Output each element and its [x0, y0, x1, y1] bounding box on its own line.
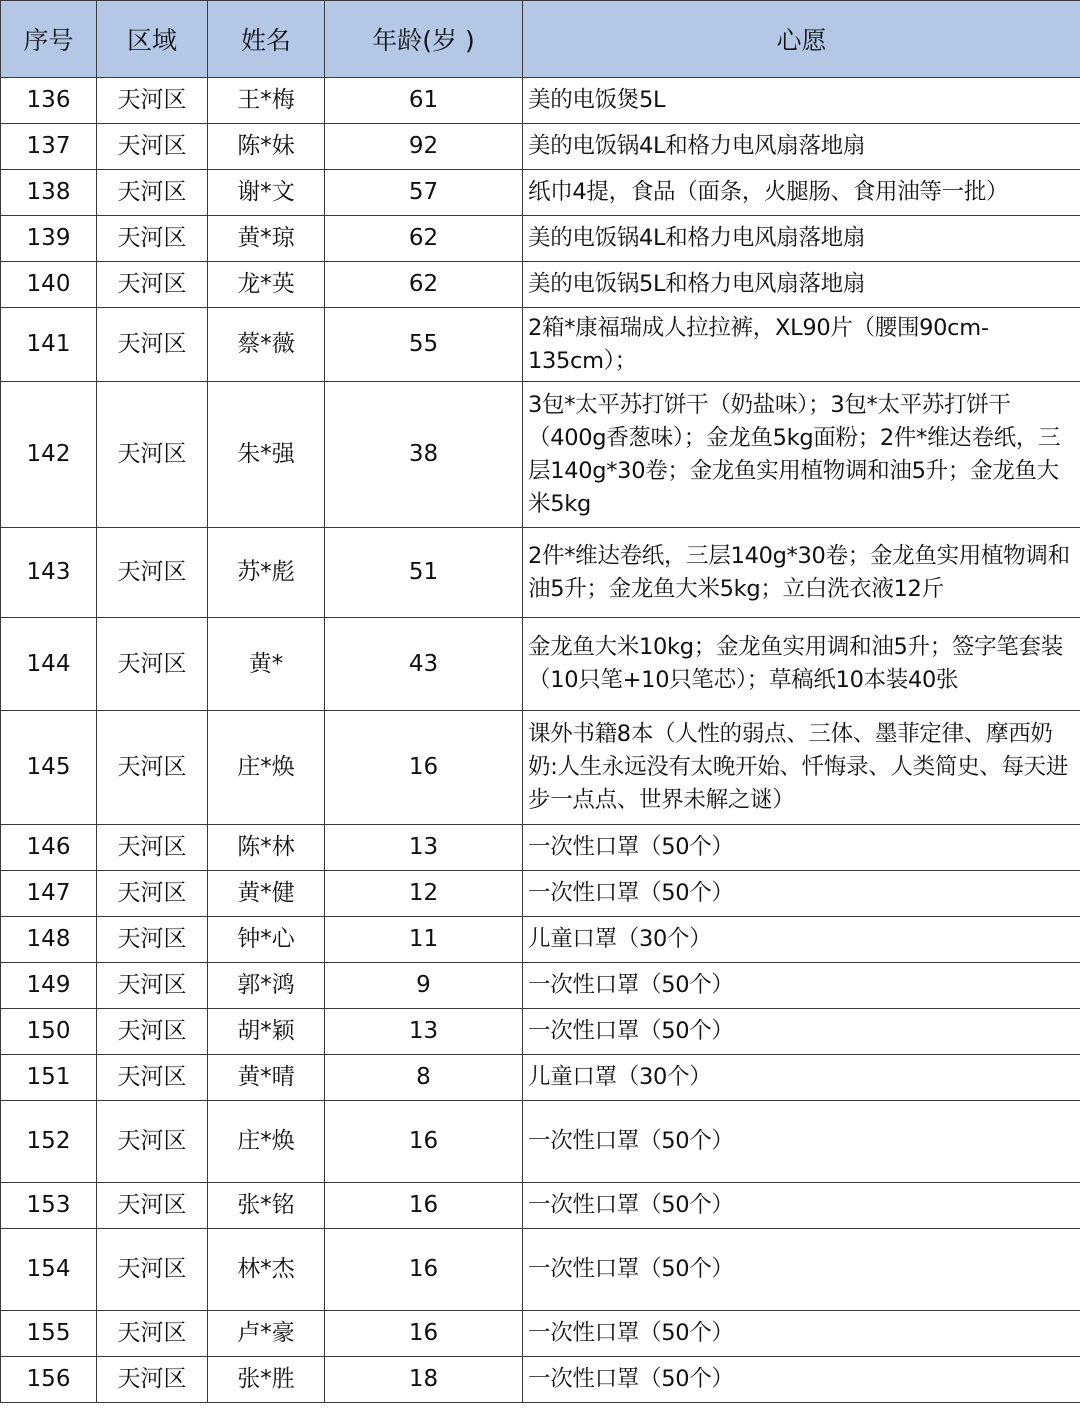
cell-age: 51 — [325, 528, 523, 618]
cell-wish: 美的电饭锅4L和格力电风扇落地扇 — [523, 124, 1080, 170]
cell-no: 140 — [1, 262, 97, 308]
cell-age: 9 — [325, 963, 523, 1009]
cell-area: 天河区 — [97, 871, 208, 917]
cell-no: 136 — [1, 78, 97, 124]
table-row — [1, 825, 1080, 871]
cell-name: 林*杰 — [208, 1229, 325, 1311]
cell-no: 142 — [1, 382, 97, 528]
cell-name: 黄*琼 — [208, 216, 325, 262]
cell-area: 天河区 — [97, 308, 208, 382]
cell-name: 庄*焕 — [208, 1101, 325, 1183]
cell-wish: 儿童口罩（30个） — [523, 917, 1080, 963]
cell-area: 天河区 — [97, 1357, 208, 1403]
header-no: 序号 — [1, 1, 97, 78]
cell-age: 13 — [325, 1009, 523, 1055]
table-row — [1, 124, 1080, 170]
cell-no: 141 — [1, 308, 97, 382]
cell-age: 62 — [325, 262, 523, 308]
cell-wish: 2件*维达卷纸，三层140g*30卷；金龙鱼实用植物调和油5升；金龙鱼大米5kg；立白洗衣液12斤 — [523, 528, 1080, 618]
cell-age: 92 — [325, 124, 523, 170]
cell-no: 145 — [1, 711, 97, 825]
cell-no: 139 — [1, 216, 97, 262]
cell-no: 148 — [1, 917, 97, 963]
table-row — [1, 1229, 1080, 1311]
cell-wish: 一次性口罩（50个） — [523, 825, 1080, 871]
table-row — [1, 1357, 1080, 1403]
cell-area: 天河区 — [97, 1055, 208, 1101]
cell-age: 38 — [325, 382, 523, 528]
cell-area: 天河区 — [97, 963, 208, 1009]
cell-age: 16 — [325, 1101, 523, 1183]
cell-area: 天河区 — [97, 78, 208, 124]
cell-no: 146 — [1, 825, 97, 871]
cell-name: 钟*心 — [208, 917, 325, 963]
cell-age: 55 — [325, 308, 523, 382]
cell-area: 天河区 — [97, 618, 208, 711]
header-row — [1, 1, 1080, 78]
cell-name: 龙*英 — [208, 262, 325, 308]
cell-area: 天河区 — [97, 1183, 208, 1229]
cell-no: 154 — [1, 1229, 97, 1311]
table-row — [1, 78, 1080, 124]
cell-wish: 美的电饭锅5L和格力电风扇落地扇 — [523, 262, 1080, 308]
cell-wish: 一次性口罩（50个） — [523, 1229, 1080, 1311]
cell-no: 143 — [1, 528, 97, 618]
cell-name: 郭*鸿 — [208, 963, 325, 1009]
cell-area: 天河区 — [97, 1229, 208, 1311]
table-row — [1, 711, 1080, 825]
cell-wish: 纸巾4提，食品（面条，火腿肠、食用油等一批） — [523, 170, 1080, 216]
cell-no: 150 — [1, 1009, 97, 1055]
cell-wish: 一次性口罩（50个） — [523, 1311, 1080, 1357]
header-age: 年龄(岁 ) — [325, 1, 523, 78]
cell-wish: 一次性口罩（50个） — [523, 1183, 1080, 1229]
cell-no: 151 — [1, 1055, 97, 1101]
cell-area: 天河区 — [97, 262, 208, 308]
cell-wish: 一次性口罩（50个） — [523, 1357, 1080, 1403]
cell-no: 137 — [1, 124, 97, 170]
cell-age: 12 — [325, 871, 523, 917]
cell-name: 陈*妹 — [208, 124, 325, 170]
cell-wish — [523, 308, 1080, 382]
cell-wish: 一次性口罩（50个） — [523, 1101, 1080, 1183]
cell-age: 11 — [325, 917, 523, 963]
cell-area: 天河区 — [97, 216, 208, 262]
cell-name: 陈*林 — [208, 825, 325, 871]
header-name: 姓名 — [208, 1, 325, 78]
cell-name: 张*铭 — [208, 1183, 325, 1229]
cell-no: 152 — [1, 1101, 97, 1183]
cell-wish: 美的电饭煲5L — [523, 78, 1080, 124]
cell-name: 庄*焕 — [208, 711, 325, 825]
table-row — [1, 1009, 1080, 1055]
table-row — [1, 1101, 1080, 1183]
cell-wish: 儿童口罩（30个） — [523, 1055, 1080, 1101]
table-row — [1, 262, 1080, 308]
cell-wish: 一次性口罩（50个） — [523, 963, 1080, 1009]
cell-name: 王*梅 — [208, 78, 325, 124]
cell-area: 天河区 — [97, 124, 208, 170]
cell-wish: 课外书籍8本（人性的弱点、三体、墨菲定律、摩西奶奶:人生永远没有太晚开始、忏悔录、人类简史、每天进步一点点、世界未解之谜） — [523, 711, 1080, 825]
cell-name: 张*胜 — [208, 1357, 325, 1403]
cell-age: 16 — [325, 1229, 523, 1311]
cell-area: 天河区 — [97, 917, 208, 963]
cell-area: 天河区 — [97, 825, 208, 871]
cell-age: 16 — [325, 1183, 523, 1229]
cell-area: 天河区 — [97, 528, 208, 618]
cell-name: 黄*健 — [208, 871, 325, 917]
cell-area: 天河区 — [97, 1101, 208, 1183]
table-row — [1, 170, 1080, 216]
cell-wish: 美的电饭锅4L和格力电风扇落地扇 — [523, 216, 1080, 262]
cell-area: 天河区 — [97, 1311, 208, 1357]
table-row — [1, 618, 1080, 711]
cell-area: 天河区 — [97, 711, 208, 825]
header-area: 区域 — [97, 1, 208, 78]
table-row — [1, 917, 1080, 963]
cell-name: 蔡*薇 — [208, 308, 325, 382]
table-row — [1, 528, 1080, 618]
cell-wish-text: 2箱*康福瑞成人拉拉裤，XL90片（腰围90cm-135cm）； — [528, 314, 989, 374]
cell-no: 149 — [1, 963, 97, 1009]
cell-name: 卢*豪 — [208, 1311, 325, 1357]
table-row — [1, 963, 1080, 1009]
cell-age: 8 — [325, 1055, 523, 1101]
cell-wish: 3包*太平苏打饼干（奶盐味）；3包*太平苏打饼干（400g香葱味）；金龙鱼5kg面粉；2件*维达卷纸，三层140g*30卷；金龙鱼实用植物调和油5升；金龙鱼大米5kg — [523, 382, 1080, 528]
cell-wish: 一次性口罩（50个） — [523, 871, 1080, 917]
cell-name: 胡*颖 — [208, 1009, 325, 1055]
cell-wish: 金龙鱼大米10kg；金龙鱼实用调和油5升；签字笔套装（10只笔+10只笔芯）；草稿纸10本装40张 — [523, 618, 1080, 711]
cell-no: 138 — [1, 170, 97, 216]
table-row — [1, 308, 1080, 382]
cell-age: 16 — [325, 711, 523, 825]
table-row — [1, 216, 1080, 262]
table-row — [1, 871, 1080, 917]
cell-no: 144 — [1, 618, 97, 711]
cell-age: 62 — [325, 216, 523, 262]
cell-age: 43 — [325, 618, 523, 711]
cell-age: 13 — [325, 825, 523, 871]
cell-area: 天河区 — [97, 382, 208, 528]
header-wish: 心愿 — [523, 1, 1080, 78]
cell-name: 黄*晴 — [208, 1055, 325, 1101]
cell-age: 61 — [325, 78, 523, 124]
cell-name: 苏*彪 — [208, 528, 325, 618]
cell-area: 天河区 — [97, 1009, 208, 1055]
table-body — [1, 78, 1080, 1403]
cell-name: 谢*文 — [208, 170, 325, 216]
table-row — [1, 382, 1080, 528]
cell-wish: 一次性口罩（50个） — [523, 1009, 1080, 1055]
cell-name: 朱*强 — [208, 382, 325, 528]
cell-no: 153 — [1, 1183, 97, 1229]
cell-area: 天河区 — [97, 170, 208, 216]
cell-age: 57 — [325, 170, 523, 216]
cell-no: 156 — [1, 1357, 97, 1403]
table-row — [1, 1055, 1080, 1101]
cell-age: 16 — [325, 1311, 523, 1357]
table-row — [1, 1183, 1080, 1229]
cell-age: 18 — [325, 1357, 523, 1403]
cell-no: 147 — [1, 871, 97, 917]
cell-no: 155 — [1, 1311, 97, 1357]
table-row — [1, 1311, 1080, 1357]
cell-name: 黄* — [208, 618, 325, 711]
